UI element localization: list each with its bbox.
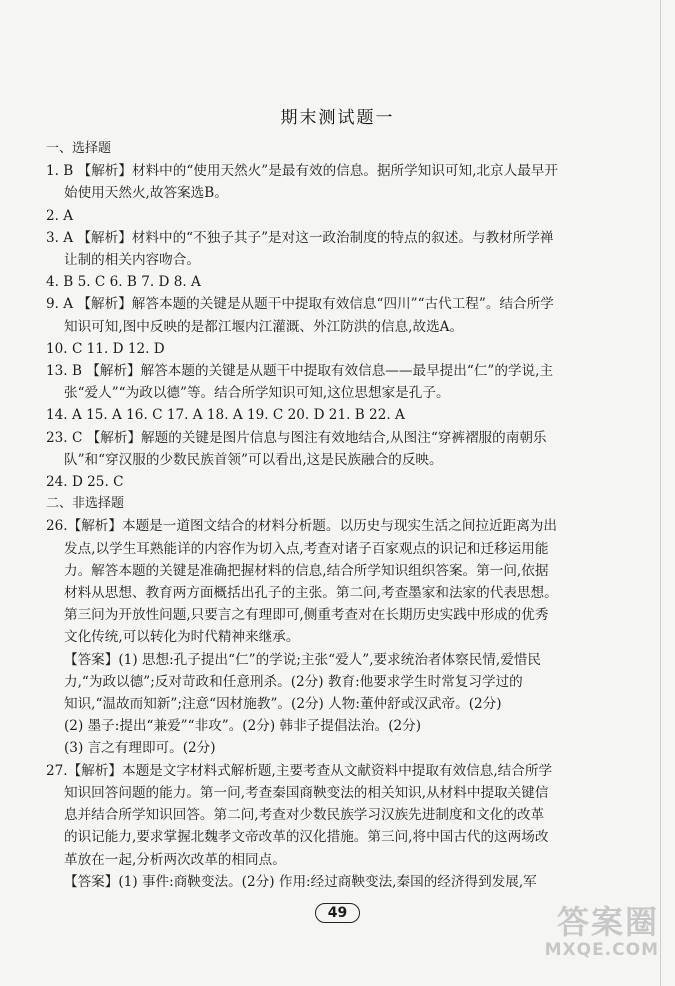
watermark-logo: 答案圈 [556,903,659,941]
text-line: 让制的相关内容吻合。 [64,252,200,269]
text-line: 4. B 5. C 6. B 7. D 8. A [46,274,201,291]
text-line: 发点,以学生耳熟能详的内容作为切入点,考查对诸子百家观点的识记和迁移运用能 [64,540,549,557]
text-line: 革放在一起,分析两次改革的相同点。 [64,851,286,868]
text-line: 张“爱人”“为政以德”等。结合所学知识可知,这位思想家是孔子。 [64,385,450,402]
text-line: 始使用天然火,故答案选B。 [64,185,228,202]
page-number-badge: 49 [315,903,360,923]
text-line: 二、非选择题 [46,496,125,512]
text-line: 【答案】(1) 事件:商鞅变法。(2分) 作用:经过商鞅变法,秦国的经济得到发展,军 [64,873,537,890]
text-line: 9. A 【解析】解答本题的关键是从题干中提取有效信息“四川”“古代工程”。结合所学 [46,296,554,313]
watermark [519,904,659,968]
text-line: (3) 言之有理即可。(2分) [64,740,216,757]
text-line: 第三问为开放性问题,只要言之有理即可,侧重考查对在长期历史实践中形成的优秀 [64,607,549,624]
text-line: 3. A 【解析】材料中的“不独子其子”是对这一政治制度的特点的叙述。与教材所学禅 [46,229,554,246]
text-line: 27.【解析】本题是文字材料式解析题,主要考查从文献资料中提取有效信息,结合所学 [46,762,553,779]
answer-content [46,138,606,893]
text-line: 知识可知,图中反映的是都江堰内江灌溉、外江防洪的信息,故选A。 [64,318,464,335]
text-line: 力。解答本题的关键是准确把握材料的信息,结合所学知识组织答案。第一问,依据 [64,562,549,579]
text-line: 力,“为政以德”;反对苛政和任意刑杀。(2分) 教育:他要求学生时常复习学过的 [64,673,523,690]
text-line: 队”和“穿汉服的少数民族首领”可以看出,这是民族融合的反映。 [64,451,443,468]
text-line: 23. C 【解析】解题的关键是图片信息与图注有效地结合,从图注“穿裤褶服的南朝乐 [46,429,547,446]
text-line: 的识记能力,要求掌握北魏孝文帝改革的汉化措施。第三问,将中国古代的这两场改 [64,829,549,846]
text-line: 知识回答问题的能力。第一问,考查秦国商鞅变法的相关知识,从材料中提取关键信 [64,784,549,801]
page-edge-line [660,0,661,986]
text-line: 24. D 25. C [46,474,124,491]
text-line: 2. A [46,207,74,224]
text-line: 1. B 【解析】材料中的“使用天然火”是最有效的信息。据所学知识可知,北京人最早开 [46,163,559,180]
text-line: 【答案】(1) 思想:孔子提出“仁”的学说;主张“爱人”,要求统治者体察民情,爱惜民 [64,651,541,668]
text-line: 26.【解析】本题是一道图文结合的材料分析题。以历史与现实生活之间拉近距离为出 [46,518,557,535]
text-line: 息并结合所学知识回答。第二问,考查对少数民族学习汉族先进制度和文化的改革 [64,807,545,824]
text-line: 知识,“温故而知新”;注意“因材施教”。(2分) 人物:董仲舒或汉武帝。(2分) [64,696,502,713]
text-line: (2) 墨子:提出“兼爱”“非攻”。(2分) 韩非子提倡法治。(2分) [64,718,422,735]
text-line: 文化传统,可以转化为时代精神来继承。 [64,629,300,646]
text-line: 13. B 【解析】解答本题的关键是从题干中提取有效信息——最早提出“仁”的学说,主 [46,363,554,380]
page-title: 期末测试题一 [280,108,395,128]
watermark-url: MXQE.COM [544,940,659,960]
text-line: 10. C 11. D 12. D [46,340,165,357]
text-line: 一、选择题 [46,141,112,156]
text-line: 材料从思想、教育两方面概括出孔子的主张。第二问,考查墨家和法家的代表思想。 [64,585,558,602]
text-line: 14. A 15. A 16. C 17. A 18. A 19. C 20. D 21. B 22. A [46,407,405,424]
